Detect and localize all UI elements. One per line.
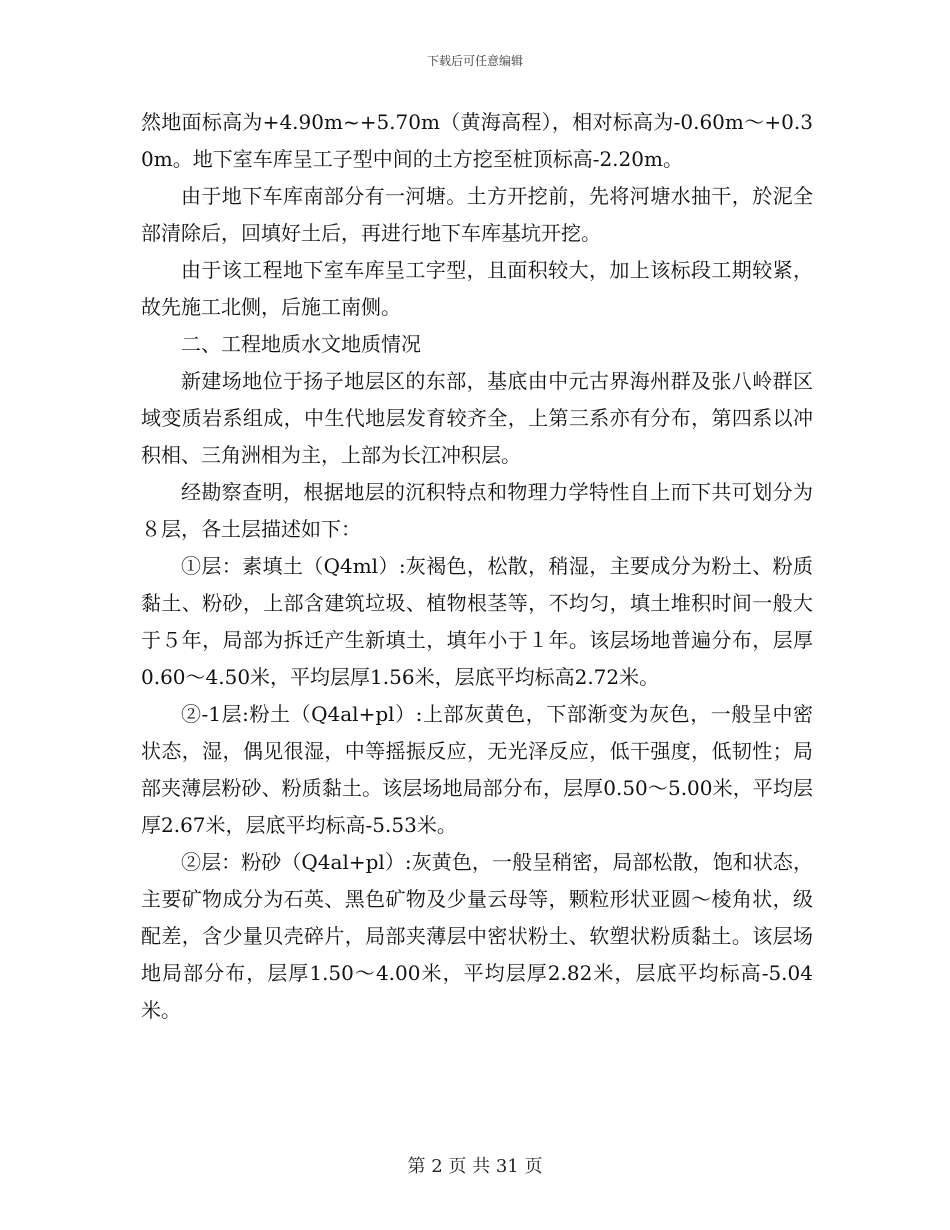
paragraph-sequence: 由于该工程地下室车库呈工字型，且面积较大，加上该标段工期较紧，故先施工北侧，后施工南侧。 bbox=[141, 258, 813, 319]
paragraph-regional-geology: 新建场地位于扬子地层区的东部，基底由中元古界海州群及张八岭群区域变质岩系组成，中生代地层发育较齐全，上第三系亦有分布，第四系以冲积相、三角洲相为主，上部为长江冲积层。 bbox=[141, 369, 813, 467]
paragraph-survey-intro: 经勘察查明，根据地层的沉积特点和物理力学特性自上而下共可划分为８层，各土层描述如下： bbox=[141, 480, 813, 541]
page-header: 下载后可任意编辑 bbox=[426, 54, 523, 68]
paragraph-layer-2-1: ②-1层:粉土（Q4al+pl）:上部灰黄色，下部渐变为灰色，一般呈中密状态，湿，偶见很湿，中等摇振反应，无光泽反应，低干强度，低韧性；局部夹薄层粉砂、粉质黏土。该层场地局部分布，层厚0.50～5.00米，平均层厚2.67米，层底平均标高-5.53米。 bbox=[141, 702, 813, 837]
paragraph-layer-2: ②层：粉砂（Q4al+pl）:灰黄色，一般呈稍密，局部松散，饱和状态，主要矿物成分为石英、黑色矿物及少量云母等，颗粒形状亚圆～棱角状，级配差，含少量贝壳碎片，局部夹薄层中密状粉土、软塑状粉质黏土。该层场地局部分布，层厚1.50～4.00米，平均层厚2.82米，层底平均标高-5.04米。 bbox=[141, 850, 813, 1022]
paragraph-elevation: 然地面标高为+4.90m~+5.70m（黄海高程），相对标高为-0.60m～+0.30m。地下室车库呈工子型中间的土方挖至桩顶标高-2.20m。 bbox=[141, 110, 813, 171]
paragraph-pond: 由于地下车库南部分有一河塘。土方开挖前，先将河塘水抽干，於泥全部清除后，回填好土后，再进行地下车库基坑开挖。 bbox=[141, 184, 813, 245]
page-number: 第 2 页 共 31 页 bbox=[407, 1156, 543, 1177]
document-body bbox=[141, 104, 813, 1029]
section-heading-geology: 二、工程地质水文地质情况 bbox=[181, 332, 421, 356]
paragraph-layer-1: ①层：素填土（Q4ml）:灰褐色，松散，稍湿，主要成分为粉土、粉质黏土、粉砂，上部含建筑垃圾、植物根茎等，不均匀，填土堆积时间一般大于５年，局部为拆迁产生新填土，填年小于１年。该层场地普遍分布，层厚0.60～4.50米，平均层厚1.56米，层底平均标高2.72米。 bbox=[141, 554, 813, 689]
